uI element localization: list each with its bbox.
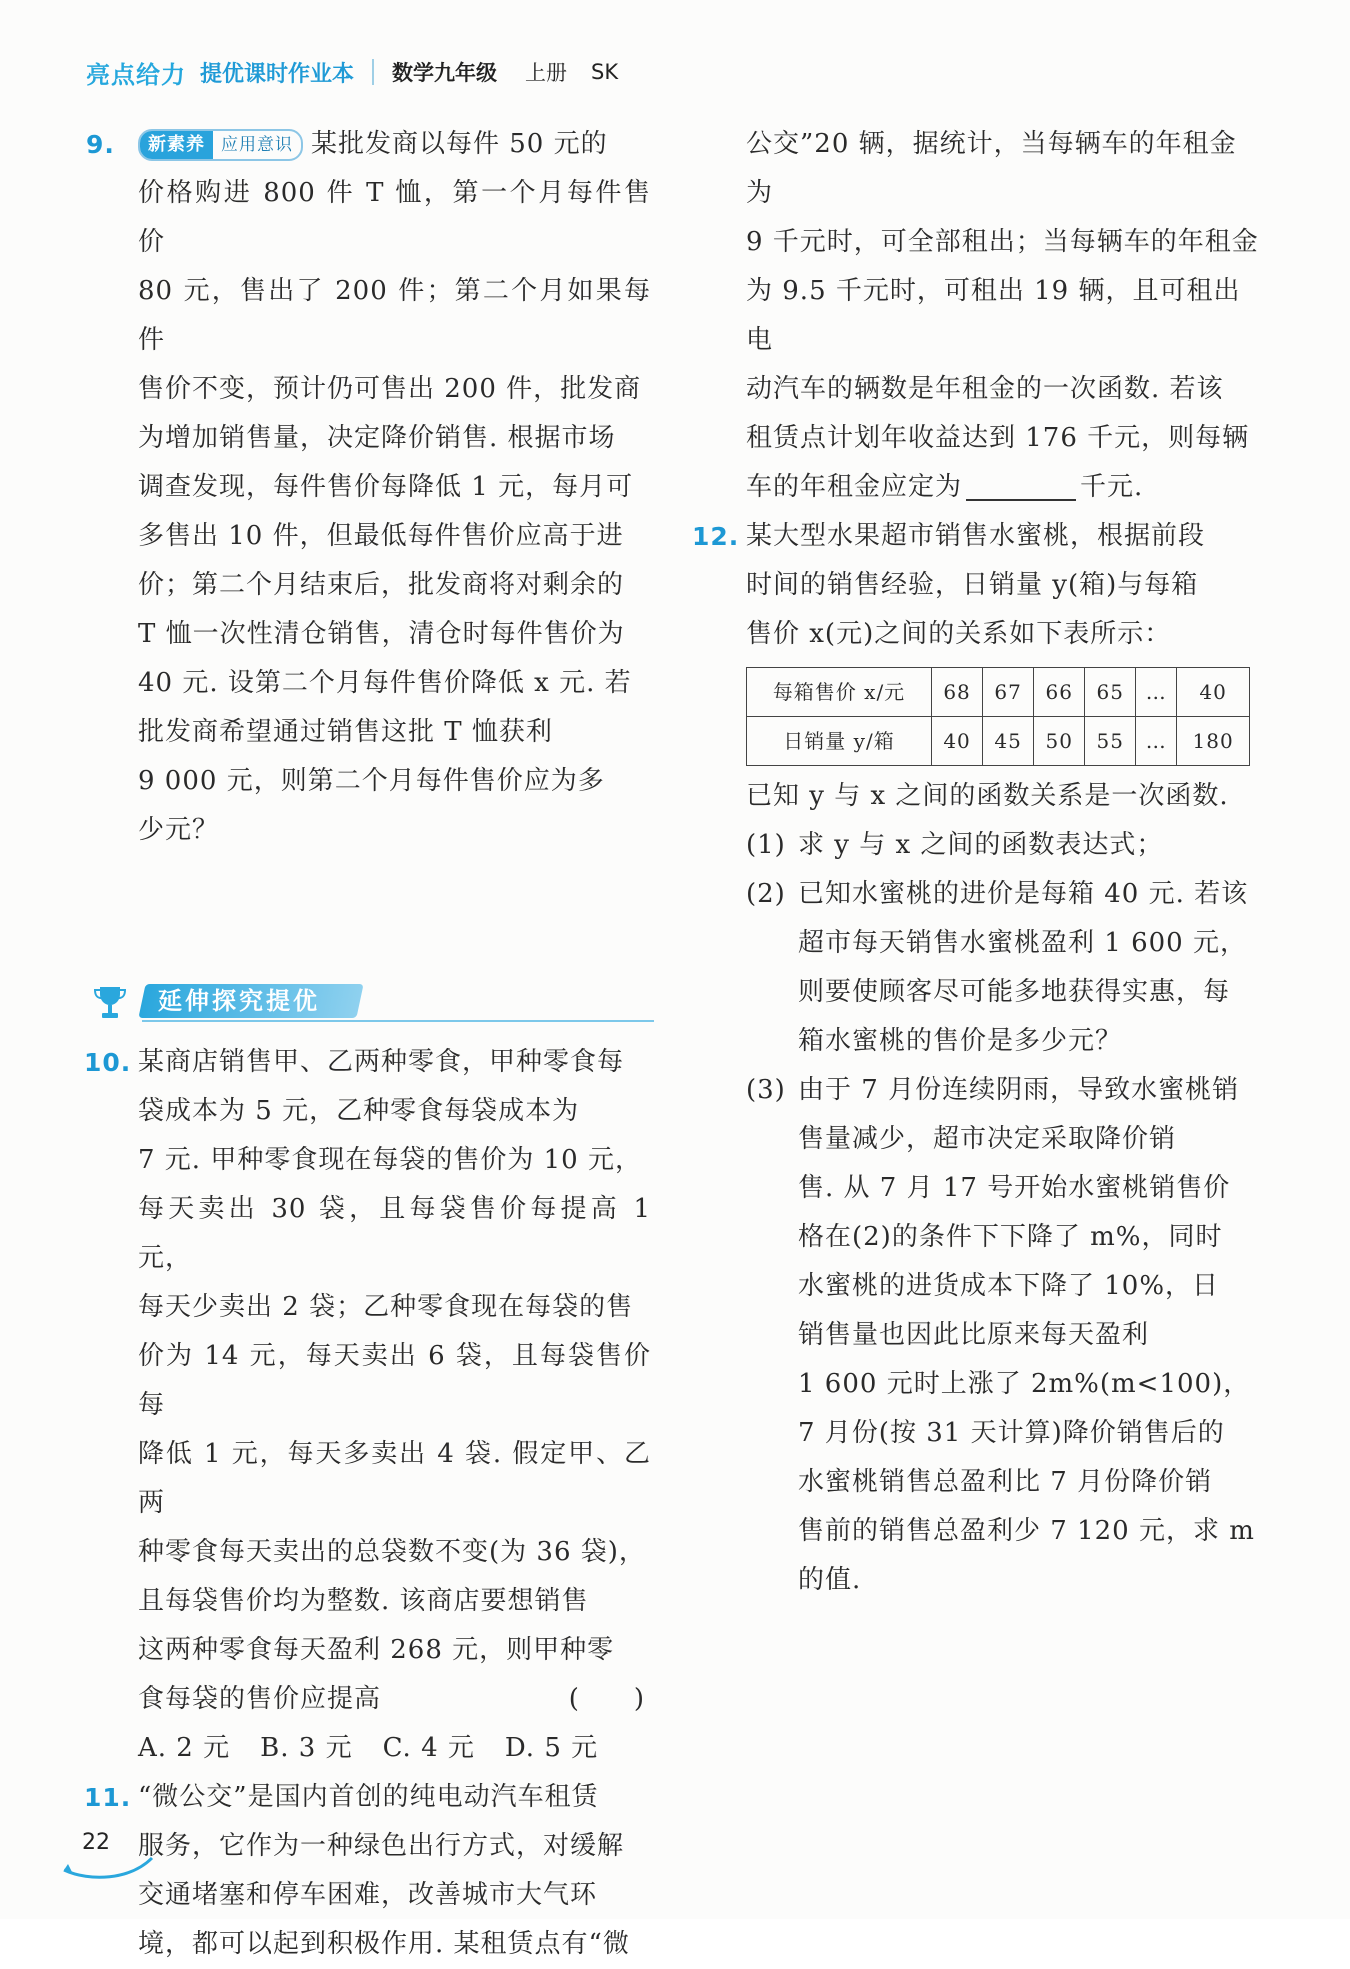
question-line: 为增加销售量，决定降价销售. 根据市场 [138, 423, 616, 453]
table-cell: 40 [1177, 668, 1250, 717]
option-b[interactable]: B. 3 元 [260, 1733, 353, 1763]
question-line: 每天少卖出 2 袋；乙种零食现在每袋的售 [138, 1292, 634, 1322]
question-number: 10. [84, 1048, 132, 1077]
table-cell: 55 [1085, 717, 1136, 766]
question-line: 时间的销售经验，日销量 y(箱)与每箱 [746, 570, 1199, 600]
question-line: 箱水蜜桃的售价是多少元？ [798, 1026, 1123, 1056]
question-line: 格在(2)的条件下下降了 m%，同时 [798, 1222, 1223, 1252]
question-line: 售前的销售总盈利少 7 120 元，求 m [798, 1516, 1255, 1546]
question-line: 7 月份(按 31 天计算)降价销售后的 [798, 1418, 1225, 1448]
question-line: 水蜜桃销售总盈利比 7 月份降价销 [798, 1467, 1213, 1497]
question-text: 食每袋的售价应提高 [138, 1684, 382, 1714]
question-text: 千元. [1080, 472, 1144, 502]
question-line: 40 元. 设第二个月每件售价降低 x 元. 若 [138, 668, 632, 698]
table-header-sales: 日销量 y/箱 [747, 717, 932, 766]
question-line: 售价不变，预计仍可售出 200 件，批发商 [138, 374, 642, 404]
table-cell: 68 [932, 668, 983, 717]
question-line: 批发商希望通过销售这批 T 恤获利 [138, 717, 553, 747]
question-line: 价格购进 800 件 T 恤，第一个月每件售价 [138, 178, 651, 257]
question-line: 的值. [798, 1565, 862, 1595]
page-number: 22 [82, 1830, 110, 1855]
question-line: 7 元. 甲种零食现在每袋的售价为 10 元， [138, 1145, 642, 1175]
question-line: 调查发现，每件售价每降低 1 元，每月可 [138, 472, 634, 502]
left-column-top [86, 120, 651, 855]
option-c[interactable]: C. 4 元 [382, 1733, 475, 1763]
table-row [747, 717, 1250, 766]
subject-grade: 数学九年级 [392, 61, 498, 85]
sub-question-label: (1) [746, 830, 786, 860]
question-line: 则要使顾客尽可能多地获得实惠，每 [798, 977, 1231, 1007]
section-underline [142, 1020, 654, 1022]
question-line: “微公交”是国内首创的纯电动汽车租赁 [138, 1782, 599, 1812]
question-line: 价；第二个月结束后，批发商将对剩余的 [138, 570, 625, 600]
table-cell: 40 [932, 717, 983, 766]
section-title-banner [138, 984, 363, 1018]
trophy-icon [94, 984, 126, 1020]
sub-question-2 [746, 870, 1261, 1066]
question-line: 这两种零食每天盈利 268 元，则甲种零 [138, 1635, 615, 1665]
tag-new-literacy: 新素养 [140, 131, 213, 159]
question-line: 多售出 10 件，但最低每件售价应高于进 [138, 521, 624, 551]
question-line: 已知 y 与 x 之间的函数关系是一次函数. [746, 781, 1229, 811]
option-a[interactable]: A. 2 元 [138, 1733, 231, 1763]
option-d[interactable]: D. 5 元 [504, 1733, 599, 1763]
question-text: 某批发商以每件 50 元的 [311, 129, 608, 159]
question-11 [86, 1773, 651, 1969]
question-12 [694, 512, 1261, 1605]
question-line: 服务，它作为一种绿色出行方式，对缓解 [138, 1831, 625, 1861]
question-9 [86, 120, 651, 855]
question-number: 9. [86, 130, 115, 159]
question-line: 袋成本为 5 元，乙种零食每袋成本为 [138, 1096, 580, 1126]
question-line: 且每袋售价均为整数. 该商店要想销售 [138, 1586, 589, 1616]
question-line [138, 120, 651, 169]
question-line: 种零食每天卖出的总袋数不变(为 36 袋)， [138, 1537, 646, 1567]
price-sales-table [746, 667, 1250, 766]
question-line: 求 y 与 x 之间的函数表达式； [798, 830, 1164, 860]
question-text: 车的年租金应定为 [746, 472, 963, 502]
section-title: 延伸探究提优 [158, 987, 320, 1015]
question-line: 售量减少，超市决定采取降价销 [798, 1124, 1177, 1154]
edition-code: SK [591, 60, 619, 84]
table-cell: … [1136, 668, 1177, 717]
question-line: 公交”20 辆，据统计，当每辆车的年租金为 [746, 129, 1237, 208]
question-line [138, 1675, 651, 1724]
question-line: 境，都可以起到积极作用. 某租赁点有“微 [138, 1929, 630, 1959]
table-cell: 50 [1034, 717, 1085, 766]
tag-application-awareness: 应用意识 [221, 135, 293, 155]
left-column-bottom [86, 1038, 651, 1969]
sub-question-label: (2) [746, 879, 786, 909]
question-line: 已知水蜜桃的进价是每箱 40 元. 若该 [798, 879, 1249, 909]
question-line: 1 600 元时上涨了 2m%(m<100)， [798, 1369, 1251, 1399]
question-line [746, 463, 1261, 512]
question-line: 每天卖出 30 袋，且每袋售价每提高 1 元， [138, 1194, 651, 1273]
table-cell: 65 [1085, 668, 1136, 717]
question-line: 租赁点计划年收益达到 176 千元，则每辆 [746, 423, 1250, 453]
header-divider [372, 59, 374, 85]
page-header [86, 50, 618, 94]
section-banner [94, 982, 654, 1022]
question-line: 某商店销售甲、乙两种零食，甲种零食每 [138, 1047, 625, 1077]
table-cell: … [1136, 717, 1177, 766]
question-line: 交通堵塞和停车困难，改善城市大气环 [138, 1880, 598, 1910]
question-line: 售价 x(元)之间的关系如下表所示： [746, 619, 1172, 649]
right-column [692, 120, 1261, 1605]
question-10 [86, 1038, 651, 1724]
sub-question-3 [746, 1066, 1261, 1605]
brand-logo: 亮点给力 [86, 60, 186, 89]
question-11-continued [746, 120, 1261, 512]
question-line: 动汽车的辆数是年租金的一次函数. 若该 [746, 374, 1224, 404]
question-number: 11. [84, 1783, 132, 1812]
question-line: 销售量也因此比原来每天盈利 [798, 1320, 1150, 1350]
question-line: T 恤一次性清仓销售，清仓时每件售价为 [138, 619, 625, 649]
answer-options [86, 1724, 651, 1773]
question-line: 降低 1 元，每天多卖出 4 袋. 假定甲、乙两 [138, 1439, 651, 1518]
table-row [747, 668, 1250, 717]
table-header-price: 每箱售价 x/元 [747, 668, 932, 717]
question-line: 超市每天销售水蜜桃盈利 1 600 元， [798, 928, 1247, 958]
question-line: 80 元，售出了 200 件；第二个月如果每件 [138, 276, 651, 355]
answer-blank[interactable] [966, 469, 1076, 501]
question-number: 12. [692, 522, 740, 551]
question-line: 9 000 元，则第二个月每件售价应为多 [138, 766, 605, 796]
sub-question-1 [746, 821, 1261, 870]
question-line: 为 9.5 千元时，可租出 19 辆，且可租出电 [746, 276, 1241, 355]
table-cell: 45 [983, 717, 1034, 766]
table-cell: 66 [1034, 668, 1085, 717]
question-line: 由于 7 月份连续阴雨，导致水蜜桃销 [798, 1075, 1240, 1105]
question-line: 售. 从 7 月 17 号开始水蜜桃销售价 [798, 1173, 1231, 1203]
table-cell: 67 [983, 668, 1034, 717]
series-title: 提优课时作业本 [200, 61, 355, 87]
question-line: 水蜜桃的进货成本下降了 10%，日 [798, 1271, 1220, 1301]
literacy-tag [138, 129, 303, 161]
sub-question-label: (3) [746, 1075, 786, 1105]
answer-parentheses[interactable]: ( ) [568, 1684, 645, 1714]
question-line: 价为 14 元，每天卖出 6 袋，且每袋售价每 [138, 1341, 651, 1420]
question-line: 少元？ [138, 815, 220, 845]
volume-label: 上册 [525, 61, 568, 85]
question-line: 9 千元时，可全部租出；当每辆车的年租金 [746, 227, 1259, 257]
question-line: 某大型水果超市销售水蜜桃，根据前段 [746, 521, 1206, 551]
table-cell: 180 [1177, 717, 1250, 766]
